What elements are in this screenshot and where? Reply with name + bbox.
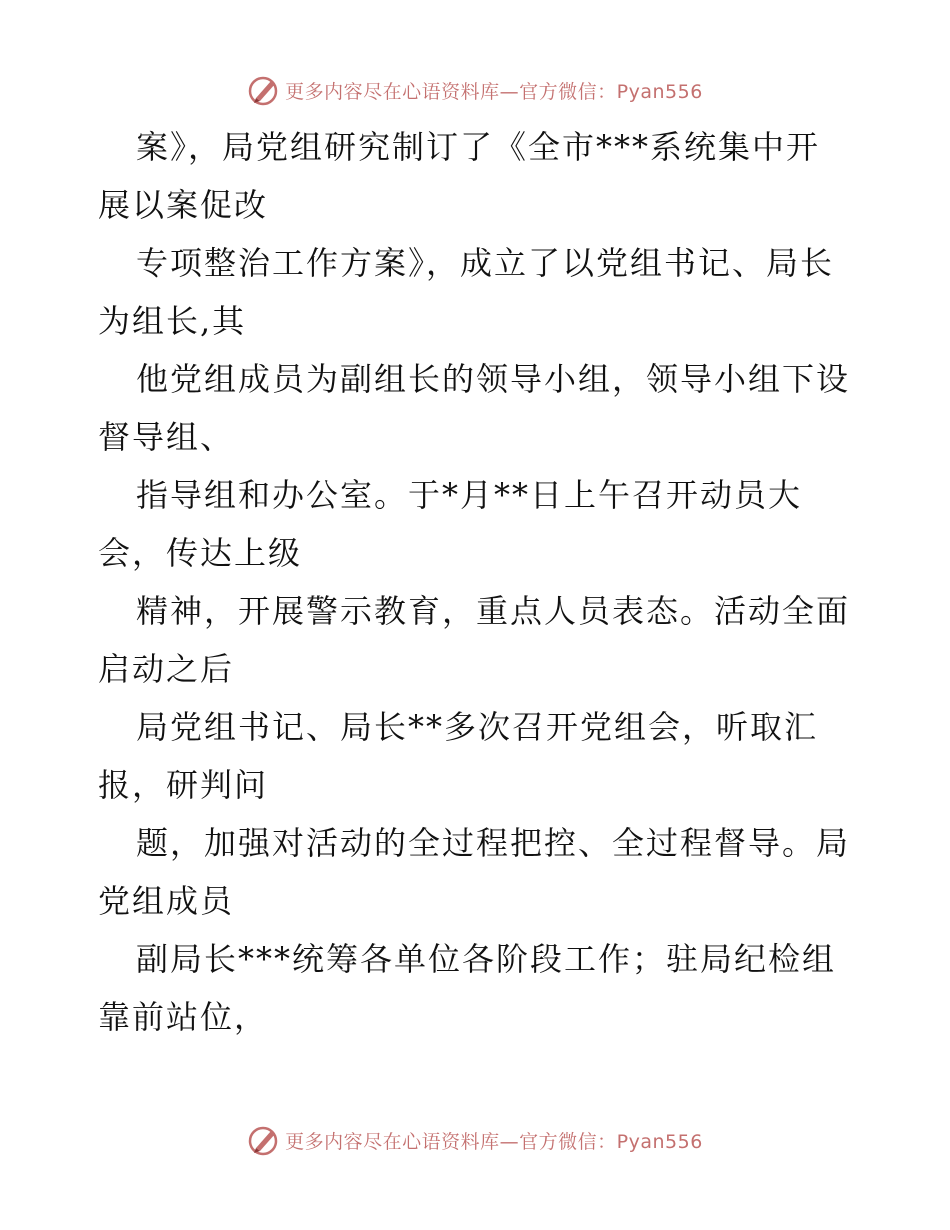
text-line: 为组长,其 <box>98 302 247 340</box>
text-line: 靠前站位， <box>98 998 269 1036</box>
footer-watermark-text: 更多内容尽在心语资料库—官方微信：Pyan556 <box>285 1130 703 1153</box>
text-line: 他党组成员为副组长的领导小组，领导小组下设 <box>136 360 851 398</box>
text-line: 副局长***统筹各单位各阶段工作；驻局纪检组 <box>136 940 837 978</box>
paragraph <box>98 930 858 1046</box>
paragraph <box>98 582 858 698</box>
paragraph <box>98 234 858 350</box>
text-line: 党组成员 <box>98 882 235 920</box>
paragraph <box>98 466 858 582</box>
paragraph <box>98 814 858 930</box>
paragraph <box>98 698 858 814</box>
footer-watermark <box>0 1120 950 1160</box>
paragraph <box>98 118 858 234</box>
header-watermark <box>0 70 950 110</box>
text-line: 题，加强对活动的全过程把控、全过程督导。局 <box>136 824 851 862</box>
pen-logo-icon <box>247 1123 281 1157</box>
text-line: 专项整治工作方案》，成立了以党组书记、局长 <box>136 244 835 282</box>
document-body <box>98 118 858 1046</box>
text-line: 指导组和办公室。于*月**日上午召开动员大 <box>136 476 803 514</box>
text-line: 精神，开展警示教育，重点人员表态。活动全面 <box>136 592 851 630</box>
text-line: 报，研判问 <box>98 766 269 804</box>
text-line: 会，传达上级 <box>98 534 303 572</box>
text-line: 督导组、 <box>98 418 235 456</box>
text-line: 局党组书记、局长**多次召开党组会，听取汇 <box>136 708 819 746</box>
header-watermark-text: 更多内容尽在心语资料库—官方微信：Pyan556 <box>285 80 703 103</box>
paragraph <box>98 350 858 466</box>
text-line: 启动之后 <box>98 650 235 688</box>
pen-logo-icon <box>247 73 281 107</box>
text-line: 案》，局党组研究制订了《全市***系统集中开 <box>136 128 821 166</box>
text-line: 展以案促改 <box>98 186 269 224</box>
